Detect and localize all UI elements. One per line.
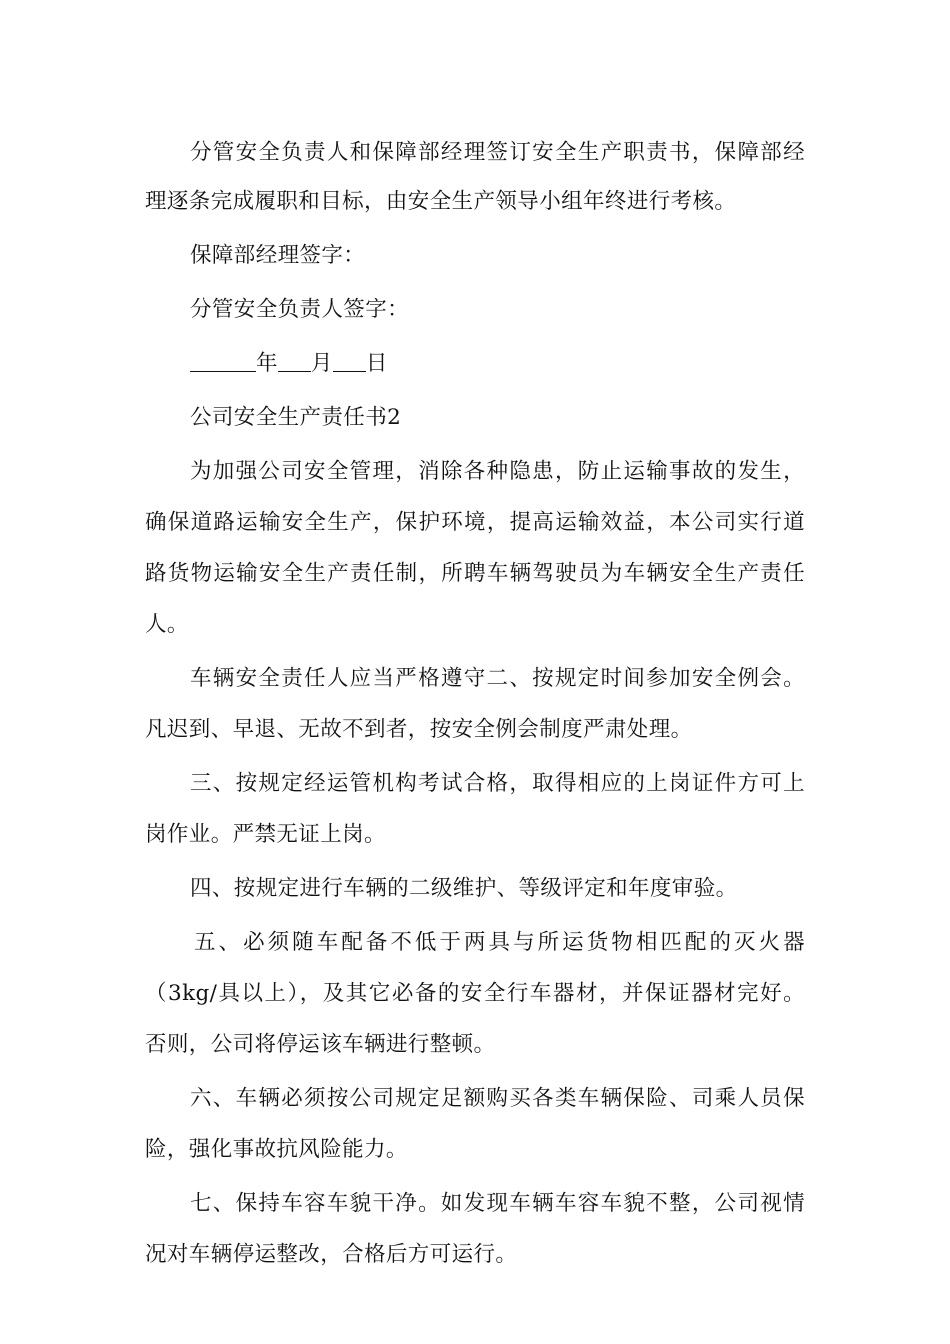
paragraph-line: 况对车辆停运整改，合格后方可运行。 xyxy=(145,1242,518,1267)
paragraph-line: 确保道路运输安全生产，保护环境，提高运输效益，本公司实行道 xyxy=(145,510,805,535)
paragraph-line: 分管安全负责人和保障部经理签订安全生产职责书，保障部经 xyxy=(190,140,805,165)
paragraph-line: 人。 xyxy=(145,612,189,637)
month-blank xyxy=(278,349,311,372)
paragraph-line: （3kg/具以上），及其它必备的安全行车器材，并保证器材完好。 xyxy=(145,981,805,1006)
paragraph-line: 为加强公司安全管理，消除各种隐患，防止运输事故的发生， xyxy=(190,459,805,484)
paragraph-line: 七、保持车容车貌干净。如发现车辆车容车貌不整，公司视情 xyxy=(190,1191,805,1216)
paragraph-line: 六、车辆必须按公司规定足额购买各类车辆保险、司乘人员保 xyxy=(190,1086,805,1111)
paragraph-line: 否则，公司将停运该车辆进行整顿。 xyxy=(145,1032,496,1057)
paragraph-line: 三、按规定经运管机构考试合格，取得相应的上岗证件方可上 xyxy=(190,771,805,796)
section-heading: 公司安全生产责任书2 xyxy=(190,405,402,430)
paragraph-line: 理逐条完成履职和目标，由安全生产领导小组年终进行考核。 xyxy=(145,189,737,214)
paragraph-line: 四、按规定进行车辆的二级维护、等级评定和年度审验。 xyxy=(190,876,738,901)
paragraph-line: 路货物运输安全生产责任制，所聘车辆驾驶员为车辆安全生产责任 xyxy=(145,561,805,586)
month-label: 月 xyxy=(310,351,333,376)
date-line xyxy=(145,345,805,382)
paragraph-line: 险，强化事故抗风险能力。 xyxy=(145,1137,408,1162)
paragraph-line: 五、必须随车配备不低于两具与所运货物相匹配的灭火器 xyxy=(194,930,805,955)
signature-label-manager: 保障部经理签字： xyxy=(190,243,366,268)
document-body xyxy=(145,134,805,1273)
signature-label-safety-lead: 分管安全负责人签字： xyxy=(190,297,410,322)
day-blank xyxy=(333,349,366,372)
paragraph-line: 车辆安全责任人应当严格遵守二、按规定时间参加安全例会。 xyxy=(190,666,805,691)
paragraph-line: 岗作业。严禁无证上岗。 xyxy=(145,822,386,847)
paragraph-line: 凡迟到、早退、无故不到者，按安全例会制度严肃处理。 xyxy=(145,717,693,742)
year-label: 年 xyxy=(256,351,278,376)
year-blank xyxy=(190,349,256,372)
day-label: 日 xyxy=(365,351,388,376)
